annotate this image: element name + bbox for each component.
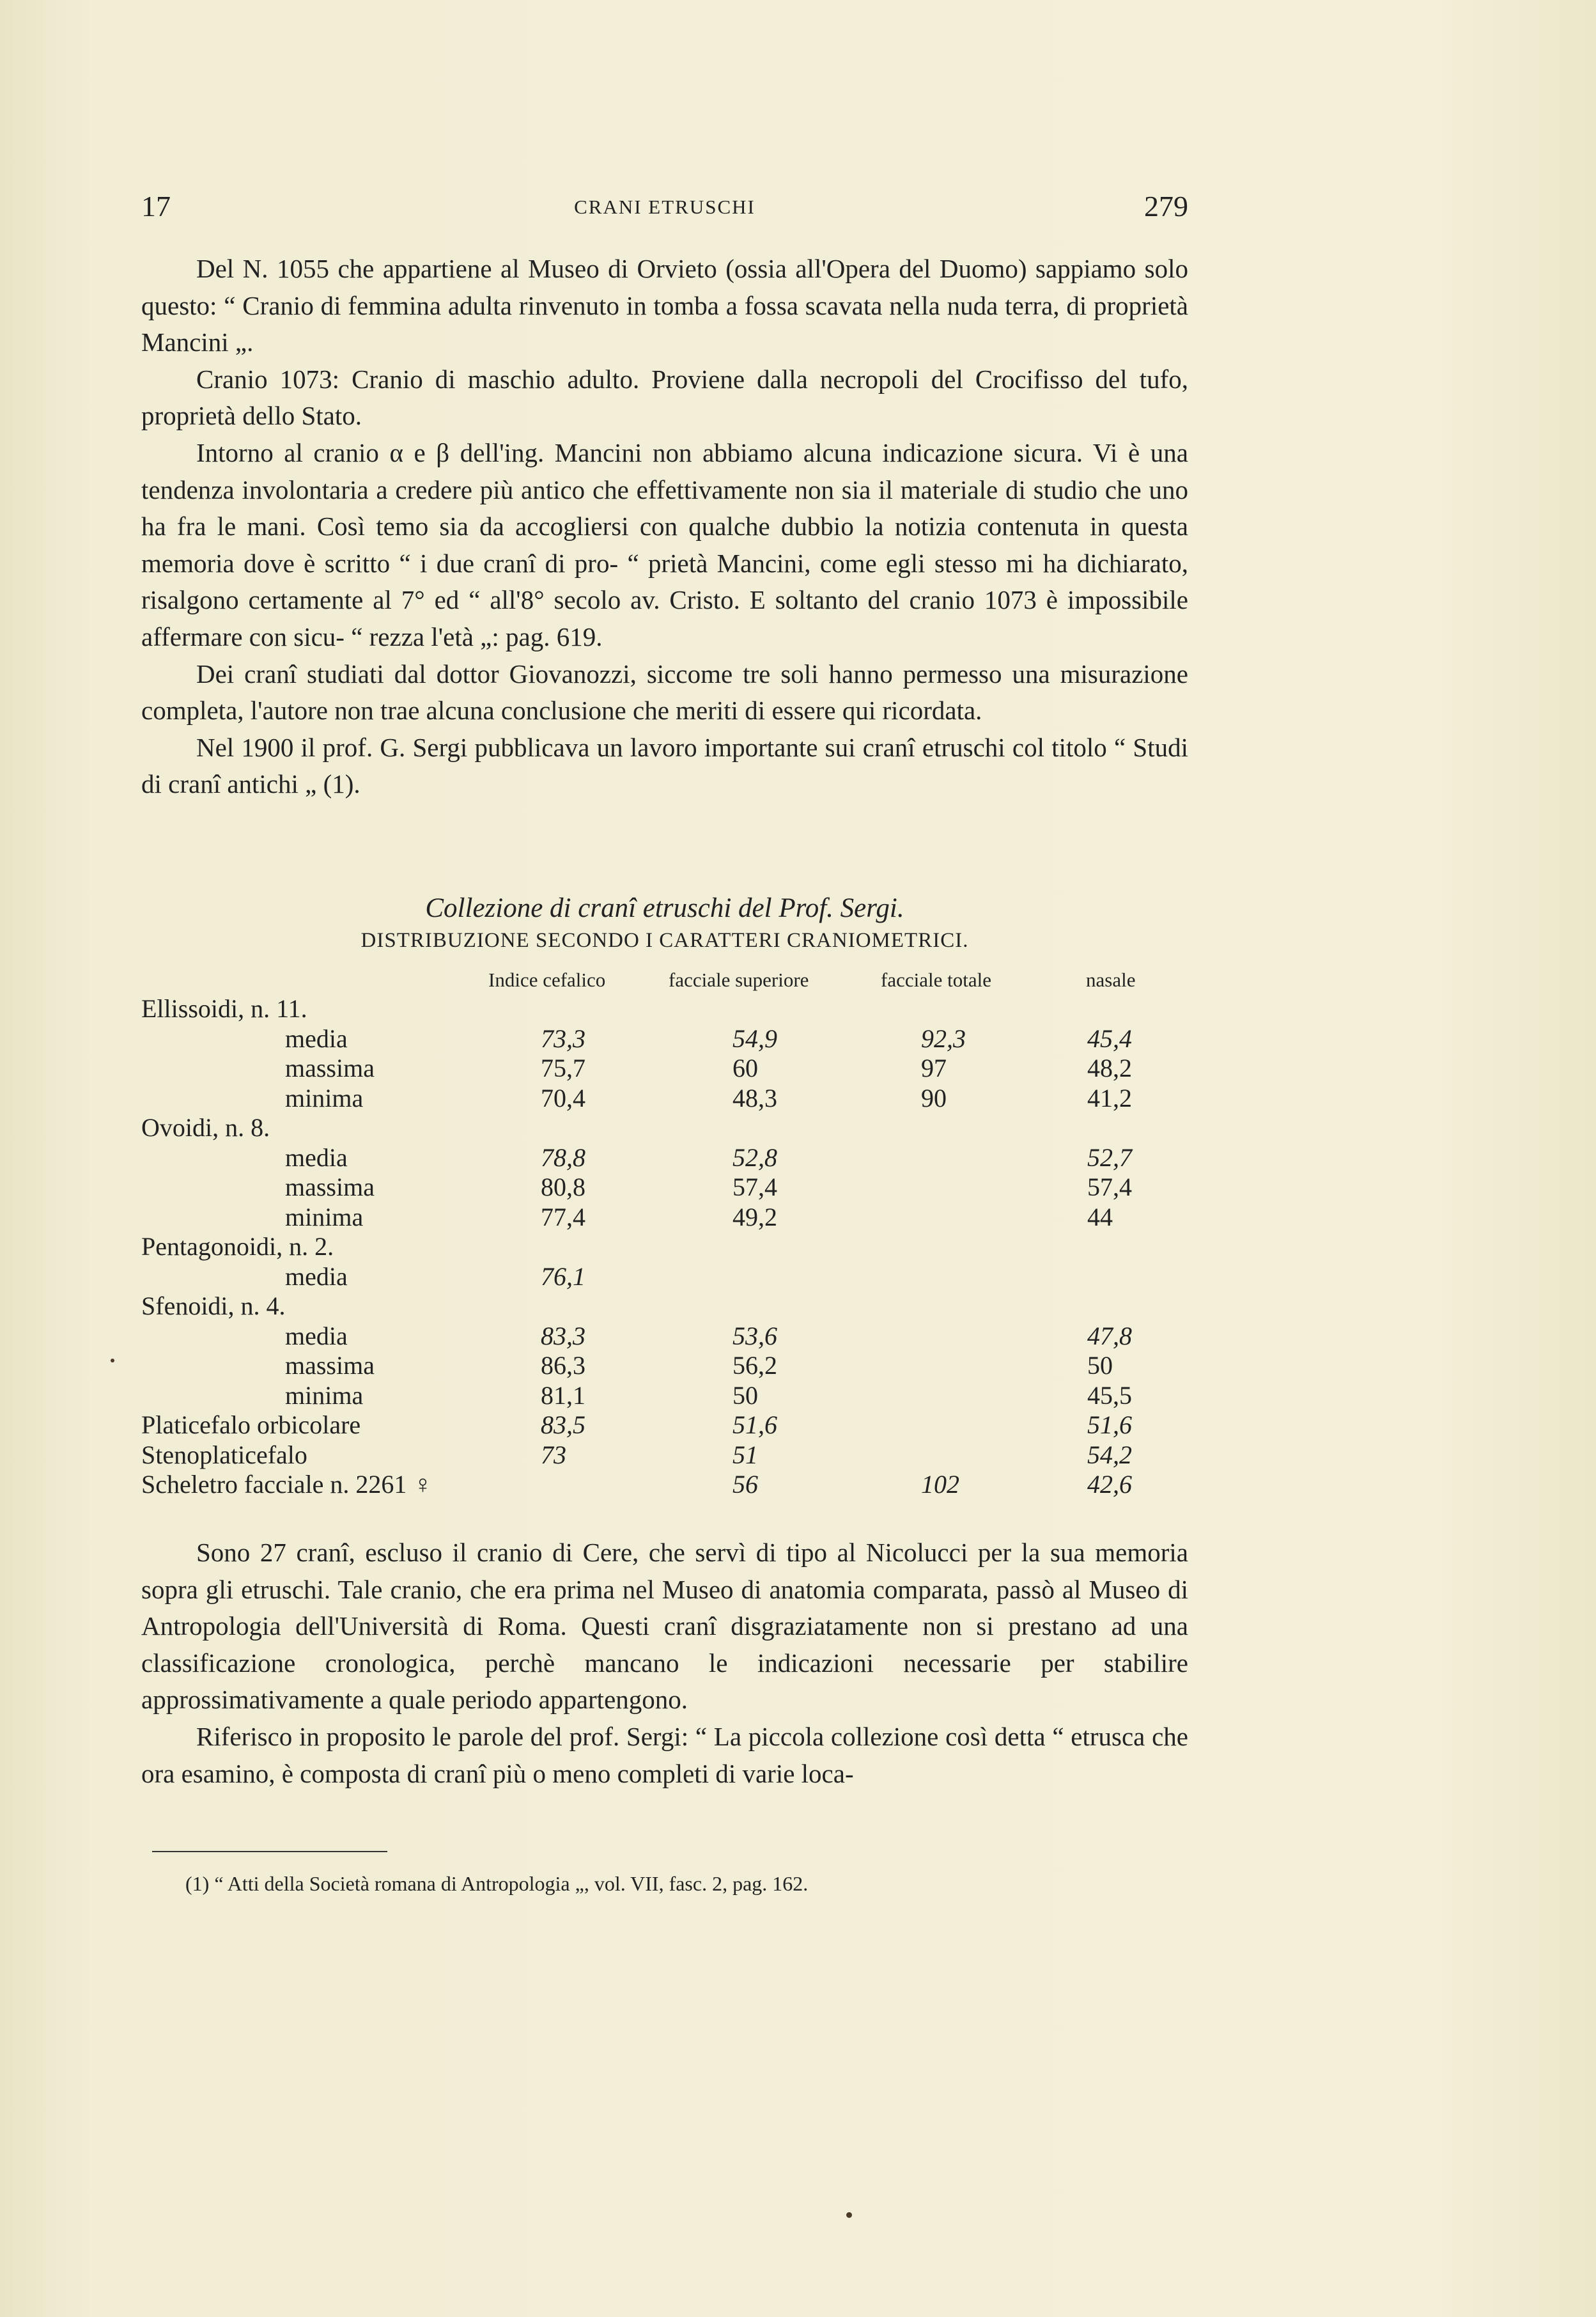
table-row bbox=[141, 1291, 1188, 1322]
footnote-rule bbox=[152, 1851, 387, 1852]
row-label: Sfenoidi, n. 4. bbox=[141, 1291, 286, 1320]
row-sublabel: minima bbox=[285, 1380, 364, 1410]
table-cell: 45,5 bbox=[1087, 1380, 1132, 1410]
row-sublabel: massima bbox=[285, 1351, 375, 1380]
table-cell: 56 bbox=[732, 1470, 758, 1499]
table-row bbox=[141, 1203, 1188, 1233]
table-cell: 49,2 bbox=[732, 1202, 777, 1231]
row-label: Platicefalo orbicolare bbox=[141, 1410, 361, 1439]
table-cell: 57,4 bbox=[1087, 1173, 1132, 1201]
table-row bbox=[141, 1113, 1188, 1143]
table-cell: 77,4 bbox=[541, 1202, 585, 1231]
page-number: 279 bbox=[1144, 190, 1188, 222]
row-label: Stenoplaticefalo bbox=[141, 1440, 307, 1469]
body-text-continued bbox=[141, 1534, 1188, 1792]
table-cell: 70,4 bbox=[541, 1083, 585, 1112]
table-row bbox=[141, 1322, 1188, 1352]
paragraph: Nel 1900 il prof. G. Sergi pubblicava un lavoro importante sui cranî etruschi col titolo “ Studi di cranî antichi „ (1). bbox=[141, 732, 1188, 799]
row-sublabel: minima bbox=[285, 1202, 364, 1231]
table-row bbox=[141, 1440, 1188, 1471]
table-cell: 48,2 bbox=[1087, 1054, 1132, 1082]
table-cell: 90 bbox=[921, 1083, 947, 1112]
speck bbox=[111, 1359, 114, 1362]
table-cell: 54,2 bbox=[1087, 1440, 1132, 1469]
table-cell: 50 bbox=[732, 1380, 758, 1410]
table-cell: 81,1 bbox=[541, 1380, 585, 1410]
table-cell: 78,8 bbox=[541, 1143, 585, 1172]
table-row bbox=[141, 1024, 1188, 1054]
table-header-row bbox=[141, 969, 1188, 994]
row-label: Ellissoidi, n. 11. bbox=[141, 994, 307, 1023]
table-row bbox=[141, 1262, 1188, 1292]
table-cell: 53,6 bbox=[732, 1321, 777, 1350]
table-cell: 52,8 bbox=[732, 1143, 777, 1172]
table-cell: 41,2 bbox=[1087, 1083, 1132, 1112]
paragraph: Sono 27 cranî, escluso il cranio di Cere, che servì di tipo al Nicolucci per la sua memoria sopra gli etruschi. Tale cranio, che era prima nel Museo di anatomia comparata, passò al Museo di Antropologia dell'Università di Roma. Questi cranî disgraziatamente non si prestano ad una classificazione cronologica, perchè mancano le indicazioni necessarie per stabilire approssimativamente a quale periodo appartengono. bbox=[141, 1538, 1188, 1715]
table-cell: 52,7 bbox=[1087, 1143, 1132, 1172]
row-label: Pentagonoidi, n. 2. bbox=[141, 1232, 334, 1261]
table-row bbox=[141, 994, 1188, 1024]
table-row bbox=[141, 1084, 1188, 1114]
table-cell: 83,3 bbox=[541, 1321, 585, 1350]
table-cell: 73 bbox=[541, 1440, 566, 1469]
table-cell: 56,2 bbox=[732, 1351, 777, 1380]
running-title: CRANI ETRUSCHI bbox=[574, 196, 755, 218]
paragraph: Riferisco in proposito le parole del prof. Sergi: “ La piccola collezione così detta “ etrusca che ora esamino, è composta di cranî più o meno completi di varie loca- bbox=[141, 1721, 1188, 1788]
page-header bbox=[141, 189, 1188, 228]
row-sublabel: massima bbox=[285, 1054, 375, 1082]
table-cell: 57,4 bbox=[732, 1173, 777, 1201]
table-row bbox=[141, 1410, 1188, 1440]
table-row bbox=[141, 1232, 1188, 1262]
section-number: 17 bbox=[141, 190, 171, 222]
row-sublabel: media bbox=[285, 1261, 348, 1291]
table-cell: 80,8 bbox=[541, 1173, 585, 1201]
table-cell: 86,3 bbox=[541, 1351, 585, 1380]
table-caption bbox=[141, 892, 1188, 956]
paragraph: Intorno al cranio α e β dell'ing. Mancini non abbiamo alcuna indicazione sicura. Vi è una tendenza involontaria a credere più antico che effettivamente non sia il materiale di studio che uno ha fra le mani. Così temo sia da accogliersi con qualche dubbio la notizia contenuta in questa memoria dove è scritto “ i due cranî di pro- “ prietà Mancini, come egli stesso mi ha dichiarato, risalgono certamente al 7° ed “ all'8° secolo av. Cristo. E soltanto del cranio 1073 è impossibile affermare con sicu- “ rezza l'età „: pag. 619. bbox=[141, 437, 1188, 651]
column-header: nasale bbox=[1086, 969, 1136, 991]
speck bbox=[846, 2212, 852, 2218]
table-cell: 51,6 bbox=[1087, 1410, 1132, 1439]
table-cell: 47,8 bbox=[1087, 1321, 1132, 1350]
table-body bbox=[141, 994, 1188, 1500]
row-sublabel: media bbox=[285, 1024, 348, 1053]
table-cell: 51 bbox=[732, 1440, 758, 1469]
table-cell: 73,3 bbox=[541, 1024, 585, 1053]
table-cell: 42,6 bbox=[1087, 1470, 1132, 1499]
table-cell: 45,4 bbox=[1087, 1024, 1132, 1053]
table-cell: 48,3 bbox=[732, 1083, 777, 1112]
row-sublabel: minima bbox=[285, 1083, 364, 1112]
table-cell: 83,5 bbox=[541, 1410, 585, 1439]
table-cell: 60 bbox=[732, 1054, 758, 1082]
table-cell: 102 bbox=[921, 1470, 959, 1499]
table-row bbox=[141, 1173, 1188, 1203]
table-row bbox=[141, 1351, 1188, 1381]
table-row bbox=[141, 1054, 1188, 1084]
table-subtitle: DISTRIBUZIONE SECONDO I CARATTERI CRANIOMETRICI. bbox=[360, 929, 969, 952]
table-row bbox=[141, 1381, 1188, 1411]
row-sublabel: media bbox=[285, 1321, 348, 1350]
table-cell: 97 bbox=[921, 1054, 947, 1082]
column-header: Indice cefalico bbox=[488, 969, 606, 991]
table-cell: 92,3 bbox=[921, 1024, 966, 1053]
table-title: Collezione di cranî etruschi del Prof. Sergi. bbox=[425, 893, 904, 923]
table-row bbox=[141, 1143, 1188, 1173]
table-cell: 50 bbox=[1087, 1351, 1113, 1380]
row-sublabel: media bbox=[285, 1143, 348, 1172]
body-text bbox=[141, 251, 1188, 803]
craniometric-table bbox=[141, 969, 1188, 1500]
column-header: facciale totale bbox=[881, 969, 991, 991]
table-cell: 75,7 bbox=[541, 1054, 585, 1082]
table-cell: 76,1 bbox=[541, 1261, 585, 1291]
table-row bbox=[141, 1470, 1188, 1500]
paragraph: Dei cranî studiati dal dottor Giovanozzi, siccome tre soli hanno permesso una misurazione completa, l'autore non trae alcuna conclusione che meriti di essere qui ricordata. bbox=[141, 659, 1188, 726]
table-cell: 44 bbox=[1087, 1202, 1113, 1231]
row-label: Ovoidi, n. 8. bbox=[141, 1113, 270, 1142]
row-label: Scheletro facciale n. 2261 ♀ bbox=[141, 1470, 433, 1499]
paragraph: Cranio 1073: Cranio di maschio adulto. Proviene dalla necropoli del Crocifisso del tufo, proprietà dello Stato. bbox=[141, 364, 1188, 431]
row-sublabel: massima bbox=[285, 1173, 375, 1201]
table-cell: 51,6 bbox=[732, 1410, 777, 1439]
footnote: (1) “ Atti della Società romana di Antropologia „, vol. VII, fasc. 2, pag. 162. bbox=[185, 1872, 809, 1895]
paragraph: Del N. 1055 che appartiene al Museo di Orvieto (ossia all'Opera del Duomo) sappiamo solo questo: “ Cranio di femmina adulta rinvenuto in tomba a fossa scavata nella nuda terra, di proprietà Mancini „. bbox=[141, 254, 1188, 357]
column-header: facciale superiore bbox=[669, 969, 809, 991]
table-cell: 54,9 bbox=[732, 1024, 777, 1053]
